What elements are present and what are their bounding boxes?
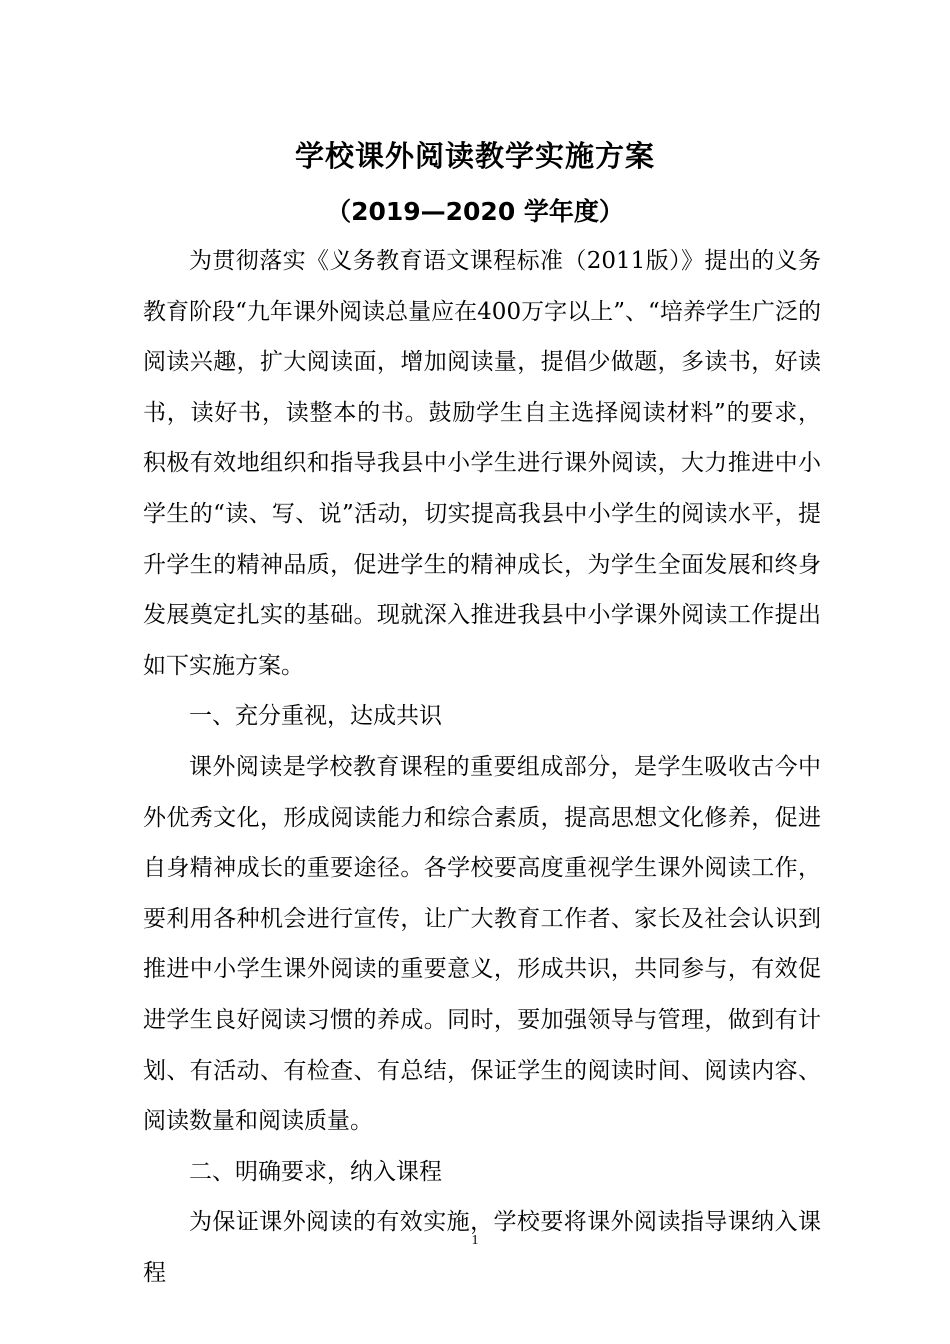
- section-heading-2: 二、明确要求，纳入课程: [189, 1158, 442, 1185]
- document-title: 学校课外阅读教学实施方案: [294, 139, 655, 173]
- document-body: [143, 236, 821, 1298]
- document-subtitle: （2019—2020 学年度）: [326, 197, 624, 226]
- intro-paragraph: 为贯彻落实《义务教育语文课程标准（2011版）》提出的义务教育阶段“九年课外阅读总量应在400万字以上”、“培养学生广泛的阅读兴趣，扩大阅读面，增加阅读量，提倡少做题，多读书，好读书，读好书，读整本的书。鼓励学生自主选择阅读材料”的要求，积极有效地组织和指导我县中小学生进行课外阅读，大力推进中小学生的“读、写、说”活动，切实提高我县中小学生的阅读水平，提升学生的精神品质，促进学生的精神成长，为学生全面发展和终身发展奠定扎实的基础。现就深入推进我县中小学课外阅读工作提出如下实施方案。: [143, 248, 821, 679]
- section-heading-1: 一、充分重视，达成共识: [189, 703, 442, 730]
- section-2-paragraph: 为保证课外阅读的有效实施，学校要将课外阅读指导课纳入课程: [143, 1209, 821, 1286]
- section-1-paragraph: 课外阅读是学校教育课程的重要组成部分，是学生吸收古今中外优秀文化，形成阅读能力和综合素质，提高思想文化修养，促进自身精神成长的重要途径。各学校要高度重视学生课外阅读工作，要利用各种机会进行宣传，让广大教育工作者、家长及社会认识到推进中小学生课外阅读的重要意义，形成共识，共同参与，有效促进学生良好阅读习惯的养成。同时，要加强领导与管理，做到有计划、有活动、有检查、有总结，保证学生的阅读时间、阅读内容、阅读数量和阅读质量。: [143, 753, 821, 1135]
- page-number: 1: [471, 1233, 479, 1248]
